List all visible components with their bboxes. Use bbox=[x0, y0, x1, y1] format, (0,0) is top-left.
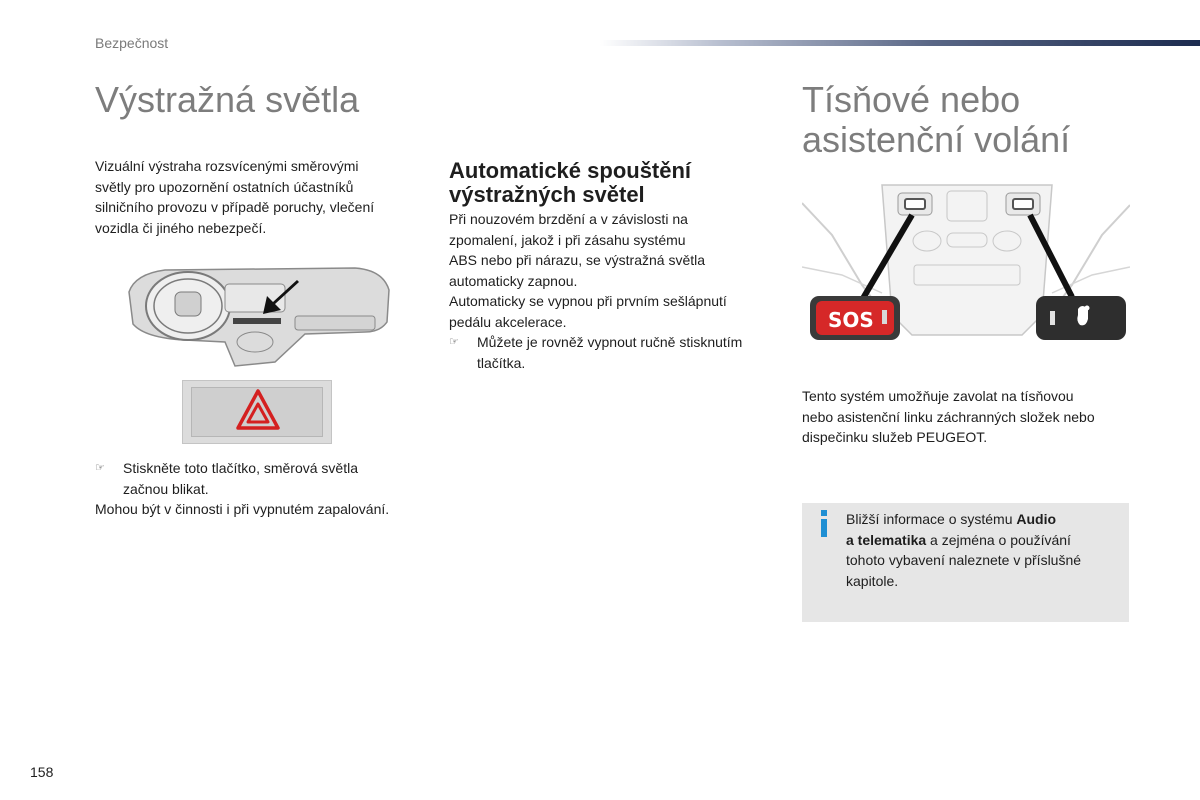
hazard-instructions bbox=[95, 458, 435, 520]
title-line: asistenční volání bbox=[802, 119, 1071, 160]
subtitle-line: Automatické spouštění bbox=[449, 158, 692, 183]
section-header: Bezpečnost bbox=[95, 35, 169, 51]
hazard-intro-line: světly pro upozornění ostatních účastníků bbox=[95, 178, 354, 195]
page-title-hazard: Výstražná světla bbox=[95, 79, 360, 120]
emergency-description bbox=[802, 386, 1132, 448]
sos-button-label: SOS bbox=[828, 308, 874, 332]
info-text-part: Bližší informace o systému bbox=[846, 511, 1017, 527]
description-line: nebo asistenční linku záchranných složek nebo bbox=[802, 408, 1095, 425]
section-subtitle-auto bbox=[449, 159, 691, 207]
info-icon bbox=[819, 510, 830, 537]
hazard-intro-line: Vizuální výstraha rozsvícenými směrovými bbox=[95, 158, 359, 174]
auto-text-line: automaticky zapnou. bbox=[449, 272, 578, 289]
auto-text-line: zpomalení, jakož i při zásahu systému bbox=[449, 231, 686, 248]
info-text bbox=[846, 509, 1116, 591]
hazard-intro-line: silničního provozu v případě poruchy, vlečení bbox=[95, 199, 375, 215]
hazard-intro bbox=[95, 156, 425, 238]
page-title-emergency bbox=[802, 80, 1070, 160]
hazard-intro-line: vozidla či jiného nebezpečí. bbox=[95, 219, 267, 236]
description-line: Tento systém umožňuje zavolat na tísňovou bbox=[802, 388, 1074, 404]
info-text-bold: a telematika bbox=[846, 531, 927, 548]
bullet-item bbox=[449, 332, 779, 373]
auto-text-line: Automaticky se vypnou při prvním sešlápnutí bbox=[449, 293, 727, 309]
bullet-line: tlačítka. bbox=[477, 354, 526, 371]
dashboard-illustration bbox=[125, 262, 393, 368]
info-text-line: tohoto vybavení naleznete v příslušné bbox=[846, 552, 1082, 568]
bullet-pointer-icon: ☞ bbox=[95, 462, 105, 474]
bullet-line: Můžete je rovněž vypnout ručně stisknutím bbox=[477, 334, 743, 350]
auto-text-line: pedálu akcelerace. bbox=[449, 313, 567, 330]
hazard-switch-panel bbox=[182, 380, 332, 444]
bullet-line: Stiskněte toto tlačítko, směrová světla bbox=[123, 460, 358, 476]
hazard-triangle-icon bbox=[236, 388, 280, 432]
bullet-item bbox=[95, 458, 435, 499]
header-gradient-bar bbox=[600, 40, 1200, 46]
auto-hazard-text bbox=[449, 209, 779, 373]
auto-text-line: ABS nebo při nárazu, se výstražná světla bbox=[449, 252, 706, 268]
page-number: 158 bbox=[30, 764, 54, 780]
bullet-pointer-icon: ☞ bbox=[449, 336, 459, 348]
info-text-part: a zejména o používání bbox=[926, 531, 1071, 548]
ceiling-console-illustration bbox=[802, 175, 1130, 380]
auto-text-line: Při nouzovém brzdění a v závislosti na bbox=[449, 211, 688, 227]
subtitle-line: výstražných světel bbox=[449, 182, 645, 207]
bullet-line: začnou blikat. bbox=[123, 480, 209, 497]
info-text-bold: Audio bbox=[1016, 511, 1057, 527]
info-text-line: kapitole. bbox=[846, 572, 899, 589]
hazard-note: Mohou být v činnosti i při vypnutém zapalování. bbox=[95, 501, 390, 517]
title-line: Tísňové nebo bbox=[802, 79, 1021, 120]
description-line: dispečinku služeb PEUGEOT. bbox=[802, 429, 988, 445]
info-box bbox=[802, 503, 1129, 622]
